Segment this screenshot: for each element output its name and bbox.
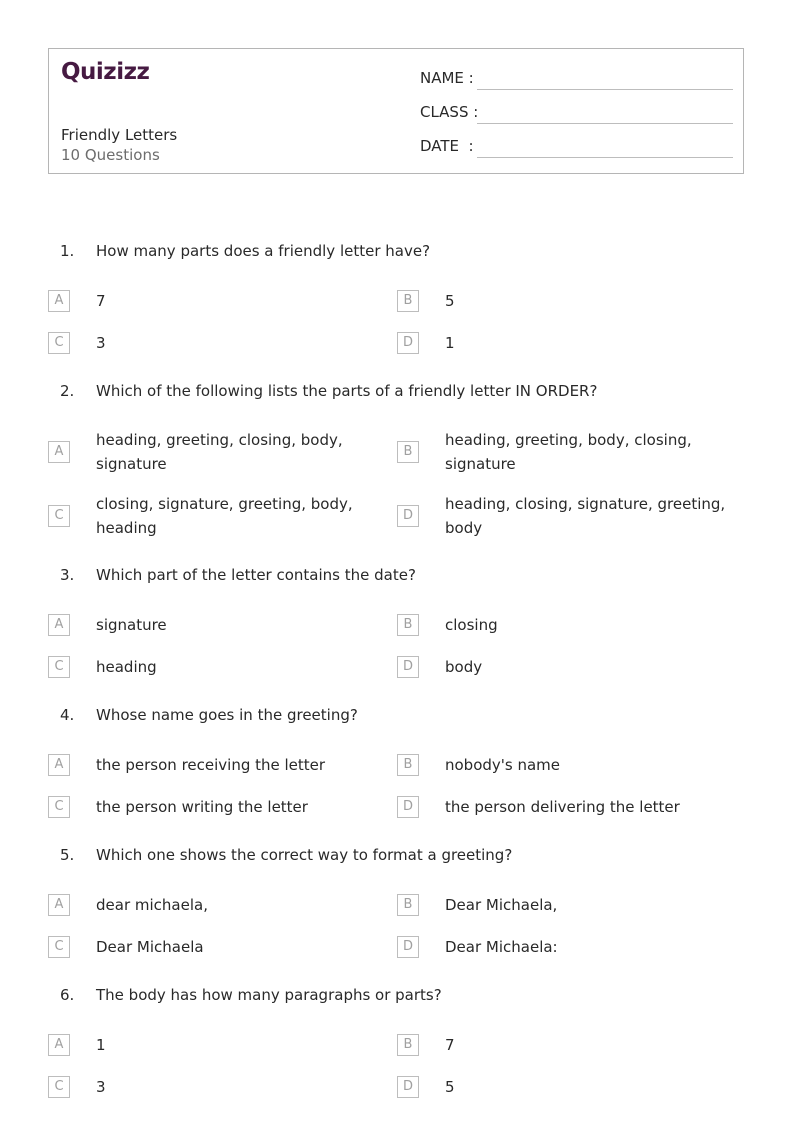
option-text: signature — [96, 616, 167, 634]
option-text: 1 — [96, 1036, 106, 1054]
option-text: dear michaela, — [96, 896, 208, 914]
option-text: heading, greeting, body, closing, signature — [445, 431, 692, 473]
option-letter-box[interactable]: D — [397, 1076, 419, 1098]
question-number: 4. — [60, 706, 75, 724]
date-field[interactable] — [477, 157, 733, 158]
option-text: heading — [96, 658, 157, 676]
option-letter-box[interactable]: B — [397, 614, 419, 636]
option-text: body — [445, 658, 483, 676]
option-letter-box[interactable]: C — [48, 1076, 70, 1098]
option-letter-box[interactable]: D — [397, 936, 419, 958]
option-letter-box[interactable]: B — [397, 441, 419, 463]
option-letter-box[interactable]: D — [397, 796, 419, 818]
option-letter-box[interactable]: B — [397, 894, 419, 916]
option-letter-box[interactable]: D — [397, 505, 419, 527]
option-letter-box[interactable]: C — [48, 936, 70, 958]
option-letter-box[interactable]: B — [397, 754, 419, 776]
name-field[interactable] — [477, 89, 733, 90]
question-number: 5. — [60, 846, 75, 864]
option-letter-box[interactable]: A — [48, 614, 70, 636]
option-text: the person receiving the letter — [96, 756, 326, 774]
question-text: The body has how many paragraphs or parts? — [96, 986, 442, 1004]
option-text: closing — [445, 616, 498, 634]
class-label: CLASS : — [420, 103, 479, 121]
class-field[interactable] — [477, 123, 733, 124]
option-text: 7 — [96, 292, 106, 310]
option-letter-box[interactable]: A — [48, 290, 70, 312]
option-text: 5 — [445, 292, 455, 310]
option-letter-box[interactable]: A — [48, 1034, 70, 1056]
question-number: 3. — [60, 566, 75, 584]
option-letter-box[interactable]: A — [48, 894, 70, 916]
question-number: 6. — [60, 986, 75, 1004]
quizizz-logo: Quizizz — [61, 59, 150, 85]
option-letter-box[interactable]: C — [48, 505, 70, 527]
question-text: Which of the following lists the parts of a friendly letter IN ORDER? — [96, 382, 598, 400]
option-text: heading, closing, signature, greeting, body — [445, 495, 726, 537]
option-letter-box[interactable]: B — [397, 1034, 419, 1056]
question-text: Whose name goes in the greeting? — [96, 706, 358, 724]
option-letter-box[interactable]: A — [48, 754, 70, 776]
option-letter-box[interactable]: B — [397, 290, 419, 312]
option-text: the person delivering the letter — [445, 798, 680, 816]
option-text: nobody's name — [445, 756, 561, 774]
worksheet-header — [48, 48, 744, 174]
option-letter-box[interactable]: A — [48, 441, 70, 463]
option-text: 7 — [445, 1036, 455, 1054]
question-text: Which part of the letter contains the date? — [96, 566, 416, 584]
option-text: 1 — [445, 334, 455, 352]
question-text: How many parts does a friendly letter have? — [96, 242, 431, 260]
option-text: Dear Michaela — [96, 938, 204, 956]
option-letter-box[interactable]: D — [397, 332, 419, 354]
worksheet-title: Friendly Letters — [61, 126, 178, 144]
option-text: 3 — [96, 1078, 106, 1096]
question-number: 2. — [60, 382, 75, 400]
option-letter-box[interactable]: C — [48, 332, 70, 354]
option-text: Dear Michaela, — [445, 896, 558, 914]
question-number: 1. — [60, 242, 75, 260]
option-text: the person writing the letter — [96, 798, 308, 816]
option-text: 3 — [96, 334, 106, 352]
option-letter-box[interactable]: C — [48, 796, 70, 818]
question-count: 10 Questions — [61, 146, 160, 164]
option-text: 5 — [445, 1078, 455, 1096]
option-text: Dear Michaela: — [445, 938, 558, 956]
name-label: NAME : — [420, 69, 474, 87]
option-text: heading, greeting, closing, body, signature — [96, 431, 343, 473]
option-letter-box[interactable]: C — [48, 656, 70, 678]
date-label: DATE : — [420, 137, 474, 155]
question-text: Which one shows the correct way to format a greeting? — [96, 846, 513, 864]
option-text: closing, signature, greeting, body, heading — [96, 495, 353, 537]
option-letter-box[interactable]: D — [397, 656, 419, 678]
